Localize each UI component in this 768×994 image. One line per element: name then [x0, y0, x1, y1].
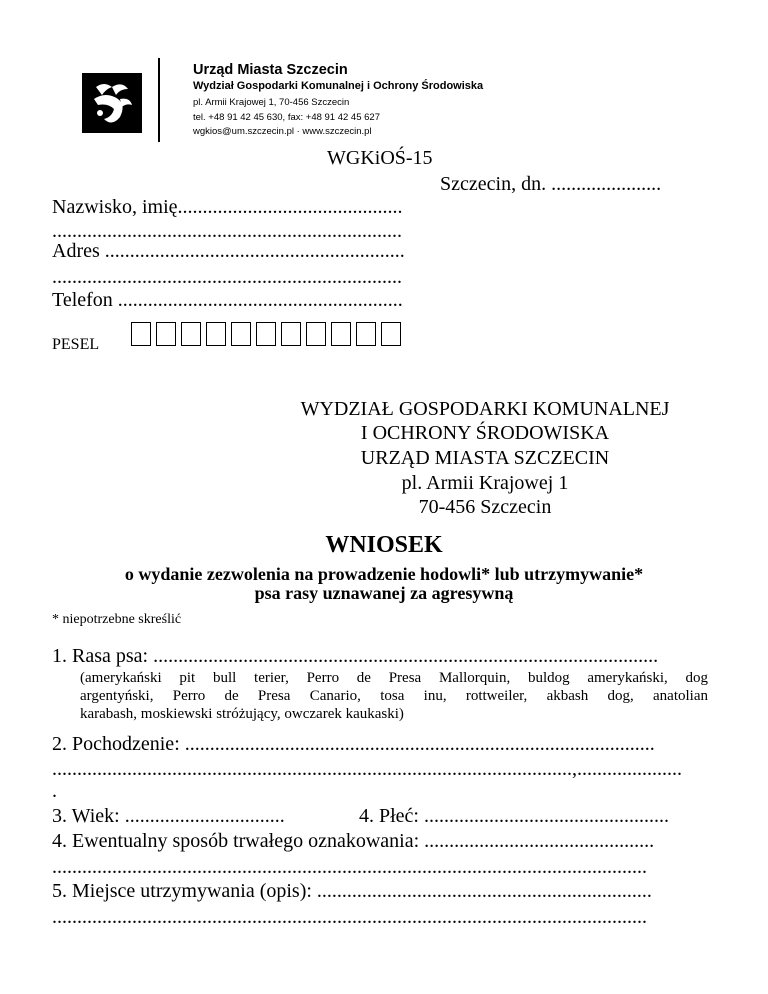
pesel-label: PESEL	[52, 336, 100, 353]
subtitle-line-2: psa rasy uznawanej za agresywną	[254, 583, 514, 603]
pesel-input[interactable]	[131, 322, 401, 346]
breed-examples-line-2: argentyński, Perro de Presa Canario, tosa inu, rottweiler, akbash dog, anatolian	[80, 688, 708, 704]
place-continuation[interactable]: .......................................................................................................................	[52, 906, 647, 928]
pesel-digit-box[interactable]	[231, 322, 251, 346]
age-field[interactable]: 3. Wiek: ................................	[52, 805, 285, 827]
recipient-line-3: URZĄD MIASTA SZCZECIN	[360, 447, 610, 469]
pesel-digit-box[interactable]	[256, 322, 276, 346]
header-web: wgkios@um.szczecin.pl · www.szczecin.pl	[193, 126, 372, 137]
sex-field[interactable]: 4. Płeć: .................................................	[359, 805, 669, 827]
pesel-digit-box[interactable]	[206, 322, 226, 346]
pesel-digit-box[interactable]	[356, 322, 376, 346]
breed-examples-line-3: karabash, moskiewski stróżujący, owczarek kaukaski)	[80, 706, 404, 722]
pesel-digit-box[interactable]	[181, 322, 201, 346]
origin-field[interactable]: 2. Pochodzenie: ..............................................................................................	[52, 733, 655, 755]
city-logo	[82, 73, 142, 133]
header-phone: tel. +48 91 42 45 630, fax: +48 91 42 45 627	[193, 112, 380, 123]
origin-continuation[interactable]: ........................................................................................................,.....................	[52, 758, 682, 780]
griffin-logo-icon	[82, 73, 142, 133]
breed-field[interactable]: 1. Rasa psa: .....................................................................................................	[52, 645, 659, 667]
origin-trailing-dot: .	[52, 780, 57, 802]
recipient-line-2: I OCHRONY ŚRODOWISKA	[360, 422, 610, 444]
place-field[interactable]: 5. Miejsce utrzymywania (opis): ...................................................................	[52, 880, 652, 902]
header-divider	[158, 58, 160, 142]
org-name: Urząd Miasta Szczecin	[193, 62, 348, 78]
address-continuation[interactable]: ......................................................................	[52, 266, 402, 288]
address-field[interactable]: Adres ............................................................	[52, 240, 405, 262]
department-name: Wydział Gospodarki Komunalnej i Ochrony Środowiska	[193, 80, 484, 92]
pesel-digit-box[interactable]	[381, 322, 401, 346]
surname-continuation[interactable]: ......................................................................	[52, 220, 402, 242]
surname-field[interactable]: Nazwisko, imię.............................................	[52, 196, 403, 218]
recipient-line-4: pl. Armii Krajowej 1	[401, 472, 569, 494]
recipient-line-5: 70-456 Szczecin	[418, 496, 552, 518]
breed-examples-line-1: (amerykański pit bull terier, Perro de Presa Mallorquin, buldog amerykański, dog	[80, 670, 708, 686]
footnote: * niepotrzebne skreślić	[52, 612, 182, 627]
marking-continuation[interactable]: .......................................................................................................................	[52, 856, 647, 878]
phone-field[interactable]: Telefon .........................................................	[52, 289, 403, 311]
recipient-line-1: WYDZIAŁ GOSPODARKI KOMUNALNEJ	[300, 398, 670, 420]
pesel-digit-box[interactable]	[306, 322, 326, 346]
pesel-digit-box[interactable]	[281, 322, 301, 346]
document-title: WNIOSEK	[325, 532, 443, 558]
pesel-digit-box[interactable]	[156, 322, 176, 346]
pesel-digit-box[interactable]	[131, 322, 151, 346]
pesel-digit-box[interactable]	[331, 322, 351, 346]
marking-field[interactable]: 4. Ewentualny sposób trwałego oznakowania: ..............................................	[52, 830, 655, 852]
city-date-field[interactable]: Szczecin, dn. ......................	[440, 173, 662, 195]
subtitle-line-1: o wydanie zezwolenia na prowadzenie hodowli* lub utrzymywanie*	[124, 564, 644, 584]
form-code: WGKiOŚ-15	[327, 147, 433, 169]
header-address: pl. Armii Krajowej 1, 70-456 Szczecin	[193, 97, 350, 108]
